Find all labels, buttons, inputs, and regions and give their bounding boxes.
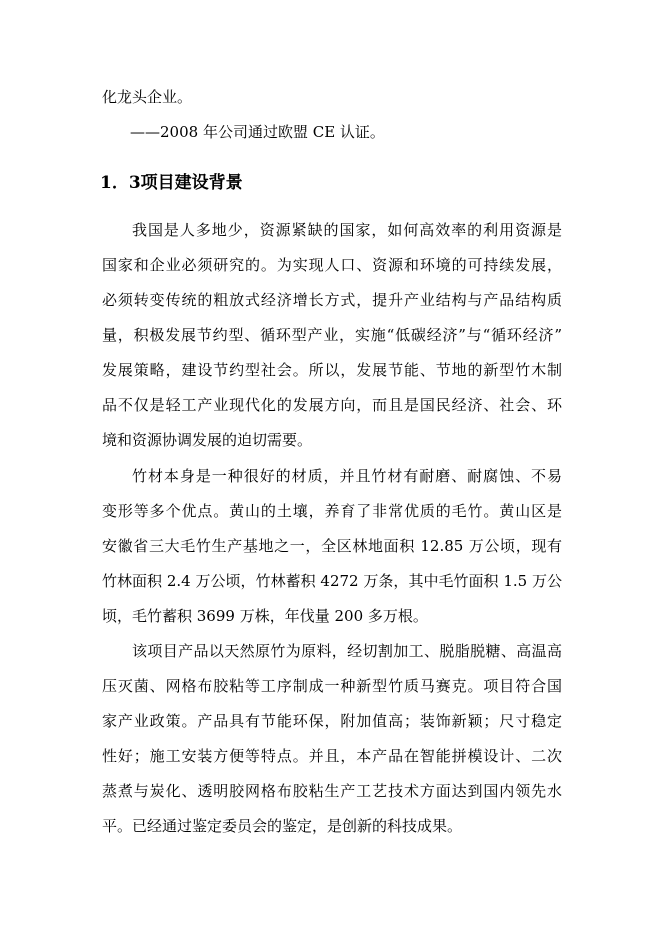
paragraph-line: 性好；施工安装方便等特点。并且，本产品在智能拼模设计、二次 <box>102 747 562 765</box>
top-line: 化龙头企业。 <box>102 88 193 106</box>
paragraph-line: 平。已经通过鉴定委员会的鉴定，是创新的科技成果。 <box>102 817 463 835</box>
paragraph-line: 国家和企业必须研究的。为实现人口、资源和环境的可持续发展， <box>102 256 562 274</box>
paragraph-line: 蒸煮与炭化、透明胶网格布胶粘生产工艺技术方面达到国内领先水 <box>102 782 562 800</box>
paragraph-line: 量，积极发展节约型、循环型产业，实施“低碳经济”与“循环经济” <box>102 326 562 344</box>
paragraph-line: 必须转变传统的粗放式经济增长方式，提升产业结构与产品结构质 <box>102 291 562 309</box>
section-heading: 1．3项目建设背景 <box>100 173 243 193</box>
paragraph-line: 发展策略，建设节约型社会。所以，发展节能、节地的新型竹木制 <box>102 361 562 379</box>
paragraph-line: 安徽省三大毛竹生产基地之一，全区林地面积 12.85 万公顷，现有 <box>102 537 562 555</box>
paragraph-line: 顷，毛竹蓄积 3699 万株，年伐量 200 多万根。 <box>102 607 428 625</box>
paragraph-line: 该项目产品以天然原竹为原料，经切割加工、脱脂脱糖、高温高 <box>132 642 562 660</box>
paragraph-line: 变形等多个优点。黄山的土壤，养育了非常优质的毛竹。黄山区是 <box>102 502 562 520</box>
paragraph-line: 竹材本身是一种很好的材质，并且竹材有耐磨、耐腐蚀、不易 <box>132 467 562 485</box>
paragraph-line: 压灭菌、网格布胶粘等工序制成一种新型竹质马赛克。项目符合国 <box>102 677 562 695</box>
paragraph-line: 家产业政策。产品具有节能环保，附加值高；装饰新颖；尺寸稳定 <box>102 712 562 730</box>
cert-line: ——2008 年公司通过欧盟 CE 认证。 <box>130 123 385 141</box>
paragraph-line: 境和资源协调发展的迫切需要。 <box>102 431 313 449</box>
paragraph-line: 我国是人多地少，资源紧缺的国家，如何高效率的利用资源是 <box>132 221 562 239</box>
paragraph-line: 品不仅是轻工产业现代化的发展方向，而且是国民经济、社会、环 <box>102 396 562 414</box>
paragraph-line: 竹林面积 2.4 万公顷，竹林蓄积 4272 万条，其中毛竹面积 1.5 万公 <box>102 572 562 590</box>
